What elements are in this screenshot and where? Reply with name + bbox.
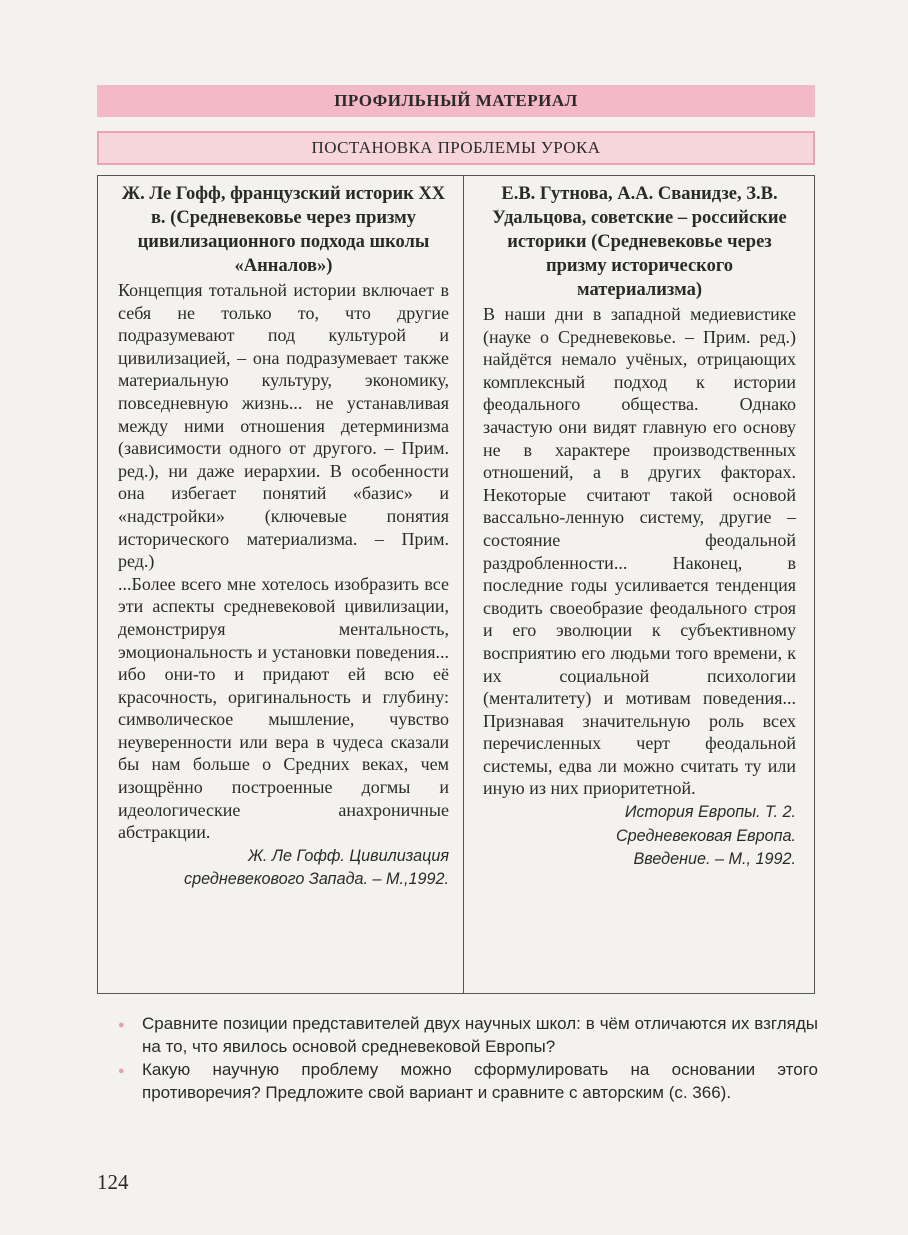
subsection-banner bbox=[97, 131, 815, 165]
question-item bbox=[118, 1059, 818, 1104]
right-source-line-2: Средневековая Европа. bbox=[615, 826, 796, 845]
comparison-table bbox=[97, 175, 815, 994]
right-source-line-1: История Европы. Т. 2. bbox=[624, 803, 796, 822]
left-paragraph-2: ...Более всего мне хотелось изобразить все эти аспекты средневековой цивилизации, демонстрируя ментальность, эмоциональность и установки поведения... ибо они-то и придают ей всю её красочность, оригинальность и глубину: символическое мышление, чувство неуверенности или вера в чудеса сказали бы нам больше о Средних веках, чем изощрённо построенные догмы и идеологические анахроничные абстракции. bbox=[118, 573, 449, 843]
left-paragraph-1: Концепция тотальной истории включает в себя не только то, что другие подразумевают под культурой и цивилизацией, – она подразумевает также материальную культуру, экономику, повседневную жизнь... не устанавливая между ними отношения детерминизма (зависимости одного от другого. – Прим. ред.), ни даже иерархии. В особенности она избегает понятий «базис» и «надстройки» (ключевые понятия исторического материализма. – Прим. ред.) bbox=[118, 280, 449, 572]
bullet-icon: ● bbox=[118, 1065, 125, 1077]
subsection-banner-text: ПОСТАНОВКА ПРОБЛЕМЫ УРОКА bbox=[311, 138, 601, 157]
left-source bbox=[118, 845, 449, 892]
left-column bbox=[98, 176, 464, 993]
right-source bbox=[483, 801, 796, 872]
page-number: 124 bbox=[97, 1170, 129, 1194]
section-banner bbox=[97, 85, 815, 117]
right-source-line-3: Введение. – М., 1992. bbox=[633, 850, 796, 869]
question-item bbox=[118, 1013, 818, 1058]
question-text-2: Какую научную проблему можно сформулировать на основании этого противоречия? Предложите свой вариант и сравните с авторским (с. 366). bbox=[142, 1060, 818, 1102]
right-column bbox=[464, 176, 814, 993]
right-column-title: Е.В. Гутнова, А.А. Сванидзе, З.В. Удальцова, советские – российские историки (Средневековье через призму исторического материализма) bbox=[492, 184, 787, 300]
question-text-1: Сравните позиции представителей двух научных школ: в чём отличаются их взгляды на то, что явилось основой средневековой Европы? bbox=[142, 1014, 818, 1056]
left-source-line-1: Ж. Ле Гофф. Цивилизация bbox=[248, 846, 449, 865]
left-source-line-2: средневекового Запада. – М.,1992. bbox=[183, 870, 449, 889]
right-paragraph-1: В наши дни в западной медиевистике (науке о Средневековье. – Прим. ред.) найдётся немало учёных, отрицающих комплексный подход к истории феодального общества. Однако зачастую они видят главную его основу не в характере производственных отношений, а в других факторах. Некоторые считают такой основой вассально-ленную систему, другие – состояние феодальной раздробленности... Наконец, в последние годы усиливается тенденция сводить своеобразие феодального строя и его эволюции к субъективному восприятию его людьми того времени, к их социальной психологии (менталитету) и мотивам поведения... Признавая значительную роль всех перечисленных черт феодальной системы, едва ли можно считать ту или иную из них приоритетной. bbox=[483, 304, 796, 799]
left-column-title: Ж. Ле Гофф, французский историк XX в. (Средневековье через призму цивилизационного подхода школы «Анналов») bbox=[121, 184, 446, 276]
section-banner-text: ПРОФИЛЬНЫЙ МАТЕРИАЛ bbox=[334, 91, 578, 110]
bullet-icon: ● bbox=[118, 1019, 125, 1031]
question-list bbox=[118, 1013, 818, 1105]
